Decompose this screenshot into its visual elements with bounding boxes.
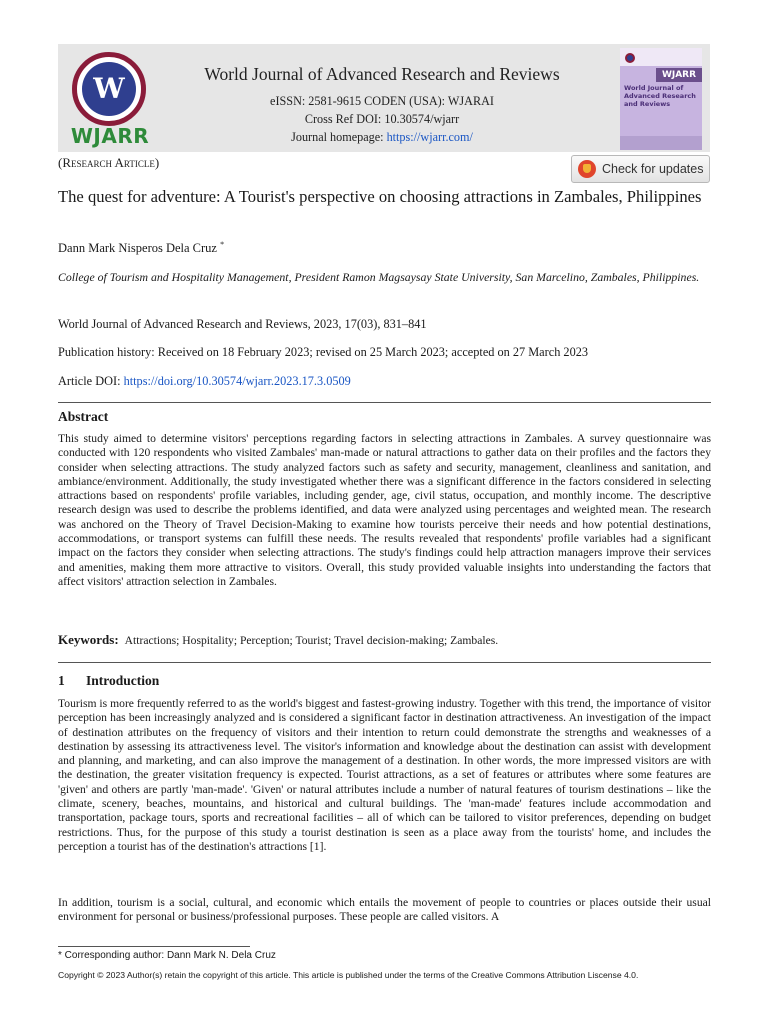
issn-line: eISSN: 2581-9615 CODEN (USA): WJARAI xyxy=(270,94,494,108)
divider xyxy=(58,662,711,663)
keywords-value: Attractions; Hospitality; Perception; Tourist; Travel decision-making; Zambales. xyxy=(124,634,499,647)
check-for-updates-button[interactable] xyxy=(571,155,710,183)
homepage-link[interactable]: https://wjarr.com/ xyxy=(386,130,473,144)
article-type: (Research Article) xyxy=(58,155,160,170)
corresponding-author-note: * Corresponding author: Dann Mark N. Dela Cruz xyxy=(58,950,276,961)
doi-label: Article DOI: xyxy=(58,374,124,388)
cover-bottom-strip xyxy=(620,136,702,150)
journal-cover-thumbnail[interactable] xyxy=(620,48,702,150)
article-doi xyxy=(58,374,351,389)
copyright-notice: Copyright © 2023 Author(s) retain the copyright of this article. This article is published under the terms of the Creative Commons Attribution Liscense 4.0. xyxy=(58,970,639,980)
doi-link[interactable]: https://doi.org/10.30574/wjarr.2023.17.3.0509 xyxy=(123,374,351,388)
footnote-divider xyxy=(58,946,250,947)
journal-meta xyxy=(172,92,592,146)
paper-title: The quest for adventure: A Tourist's perspective on choosing attractions in Zambales, Philippines xyxy=(58,187,702,206)
homepage-line xyxy=(172,128,592,146)
keywords-label: Keywords: xyxy=(58,632,119,647)
logo-letter: W xyxy=(82,62,136,116)
homepage-label: Journal homepage: xyxy=(291,130,387,144)
crossref-line: Cross Ref DOI: 10.30574/wjarr xyxy=(304,112,460,126)
check-updates-icon xyxy=(578,160,596,178)
citation: World Journal of Advanced Research and Reviews, 2023, 17(03), 831–841 xyxy=(58,317,427,331)
divider xyxy=(58,402,711,403)
logo-ring xyxy=(72,52,146,126)
journal-logo xyxy=(62,50,158,148)
introduction-paragraph: Tourism is more frequently referred to as the world's biggest and fastest-growing industry. Together with this trend, the importance of visitor perception has been increasingly analyzed and is considered a significant factor in destination attractiveness. An investigation of the impact of destination attributes on the frequency of visitors and their intention to return could demonstrate the strengths and weaknesses of a destination by assessing its attractiveness level. The visitor's information and knowledge about the destination can assist with development and planning, and marketing, and can also improve the management of a destination. In other words, the more impressed visitors are with the destination, the greater visitation frequency is expected. Tourist attractions, as a set of features or attributes where some features are 'given' and others are partly 'man-made'. 'Given' or natural attributes include a number of natural features of tourism destinations – like the climate, scenery, beaches, mountains, and historical and cultural buildings. The 'man-made' features include accommodation and transportation, package tours, sports and recreational facilities – all of which can be tailored to visitor preferences, depending on budget restrictions. Thus, for the purpose of this study a tourist destination is seen as a place away from the tourists' home, and includes the perception a tourist has of the destination's attractions [1]. xyxy=(58,697,711,853)
affiliation: College of Tourism and Hospitality Management, President Ramon Magsaysay State University, San Marcelino, Zambales, Philippines. xyxy=(58,270,700,284)
publication-history: Publication history: Received on 18 February 2023; revised on 25 March 2023; accepted on 27 March 2023 xyxy=(58,345,589,359)
author-line xyxy=(58,240,224,256)
introduction-heading xyxy=(58,673,159,689)
logo-text: WJARR xyxy=(70,124,150,148)
section-number: 1 xyxy=(58,673,65,688)
journal-title: World Journal of Advanced Research and Reviews xyxy=(204,64,560,84)
section-title: Introduction xyxy=(86,673,160,688)
introduction-paragraph: In addition, tourism is a social, cultural, and economic which entails the movement of people to countries or places outside their usual environment for personal or business/professional purposes. These people are called visitors. A xyxy=(58,896,711,924)
cover-title: World Journal of Advanced Research and Reviews xyxy=(624,84,696,108)
author-name: Dann Mark Nisperos Dela Cruz xyxy=(58,241,217,256)
keywords xyxy=(58,632,498,648)
cover-badge: WJARR xyxy=(656,68,702,82)
check-updates-label: Check for updates xyxy=(602,162,704,176)
abstract-heading: Abstract xyxy=(58,409,109,424)
corresponding-mark: * xyxy=(220,240,225,249)
cover-logo-icon xyxy=(625,53,635,63)
abstract-body: This study aimed to determine visitors' perceptions regarding factors in selecting attractions in Zambales. A survey questionnaire was conducted with 120 respondents who visited Zambales' man-made or natural attractions to gather data on their profiles and the factors they consider when selecting attractions. The study analyzed factors such as safety and security, management, cleanliness and sanitation, and ambiance/environment. Additionally, the study investigated whether there was a significant difference in the factors considered in selecting attractions based on respondents' profile variables, including gender, age, civil status, occupation, and monthly income. The descriptive research design was used to describe the problems identified, and data were analyzed using percentages and weighted mean. The research was anchored on the Theory of Travel Decision-Making to examine how tourists perceive their needs and how potential destinations, accommodations, or transport systems can fulfill these needs. The results revealed that respondents' profile variables had a significant impact on the factors they consider when selecting attractions. The study's findings could help attraction managers improve their services and amenities, making them more attractive to visitors. Overall, this study provided valuable insights into understanding the factors that affect visitors' attraction selection in Zambales. xyxy=(58,432,711,588)
